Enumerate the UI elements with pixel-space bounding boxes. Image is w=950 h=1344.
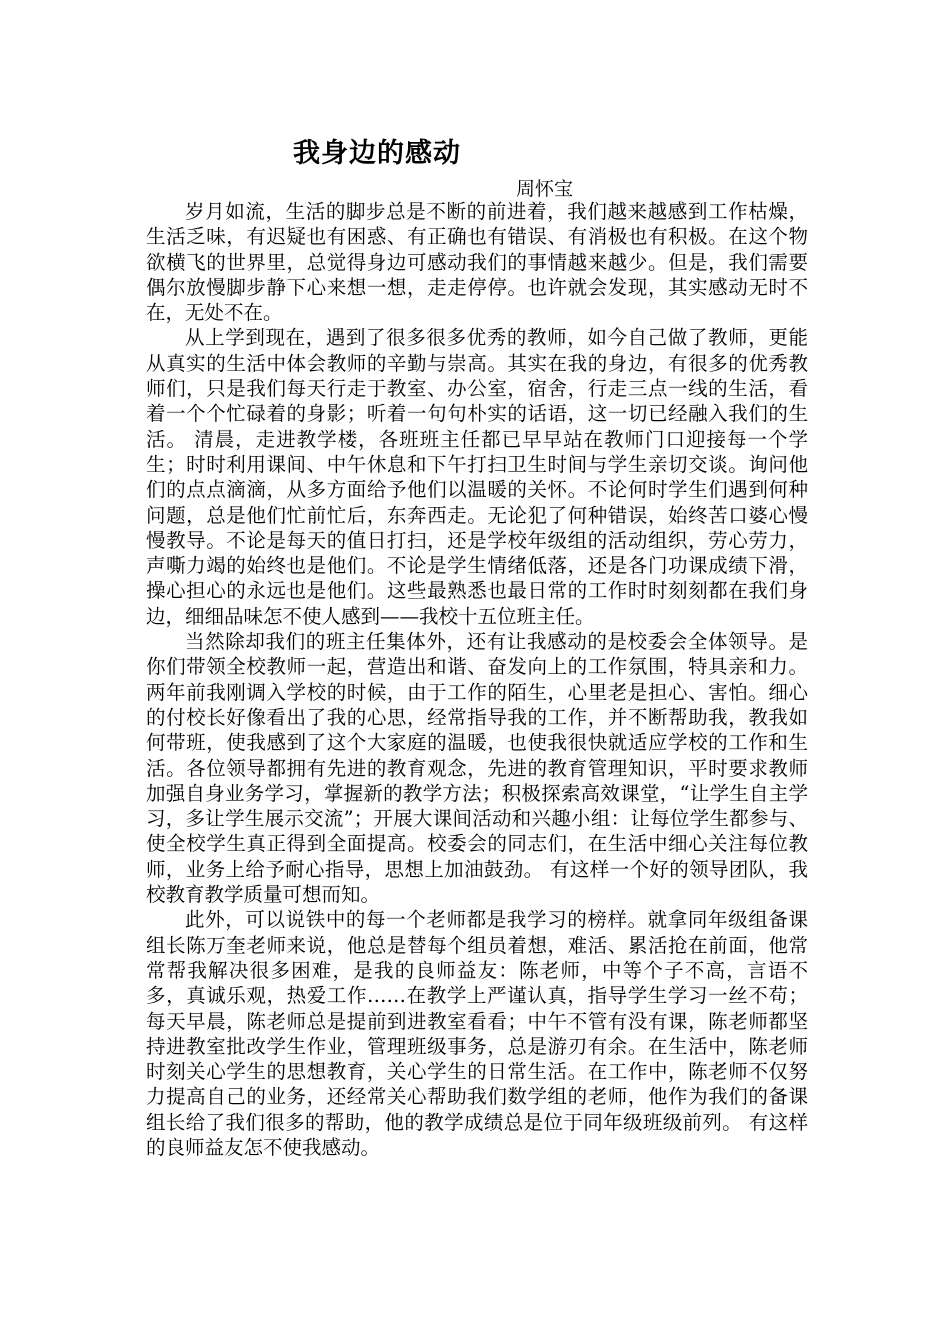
page-title: 我身边的感动 <box>293 138 461 169</box>
paragraph-1: 岁月如流，生活的脚步总是不断的前进着，我们越来越感到工作枯燥，生活乏味，有迟疑也有困惑、有正确也有错误、有消极也有积极。在这个物欲横飞的世界里，总觉得身边可感动我们的事情越来越少。但是，我们需要偶尔放慢脚步静下心来想一想，走走停停。也许就会发现，其实感动无时不在，无处不在。 <box>146 200 808 325</box>
paragraph-2: 从上学到现在，遇到了很多很多优秀的教师，如今自己做了教师，更能从真实的生活中体会教师的辛勤与崇高。其实在我的身边，有很多的优秀教师们，只是我们每天行走于教室、办公室，宿舍，行走三点一线的生活，看着一个个忙碌着的身影；听着一句句朴实的话语，这一切已经融入我们的生活。 清晨，走进教学楼，各班班主任都已早早站在教师门口迎接每一个学生；时时利用课间、中午休息和下午打扫卫生时间与学生亲切交谈。询问他们的点点滴滴，从多方面给予他们以温暖的关怀。不论何时学生们遇到何种问题，总是他们忙前忙后，东奔西走。无论犯了何种错误，始终苦口婆心慢慢教导。不论是每天的值日打扫，还是学校年级组的活动组织，劳心劳力，声嘶力竭的始终也是他们。不论是学生情绪低落，还是各门功课成绩下滑，操心担心的永远也是他们。这些最熟悉也最日常的工作时时刻刻都在我们身边，细细品味怎不使人感到——我校十五位班主任。 <box>146 326 808 628</box>
paragraph-3: 当然除却我们的班主任集体外，还有让我感动的是校委会全体领导。是你们带领全校教师一起，营造出和谐、奋发向上的工作氛围，特具亲和力。两年前我刚调入学校的时候，由于工作的陌生，心里老是担心、害怕。细心的付校长好像看出了我的心思，经常指导我的工作，并不断帮助我，教我如何带班，使我感到了这个大家庭的温暖，也使我很快就适应学校的工作和生活。各位领导都拥有先进的教育观念，先进的教育管理知识，平时要求教师加强自身业务学习，掌握新的教学方法；积极探索高效课堂，“让学生自主学习，多让学生展示交流”；开展大课间活动和兴趣小组：让每位学生都参与、使全校学生真正得到全面提高。校委会的同志们，在生活中细心关注每位教师，业务上给予耐心指导，思想上加油鼓劲。 有这样一个好的领导团队，我校教育教学质量可想而知。 <box>146 630 808 907</box>
author-name: 周怀宝 <box>516 178 574 200</box>
article-body <box>146 199 808 1160</box>
paragraph-4: 此外，可以说铁中的每一个老师都是我学习的榜样。就拿同年级组备课组长陈万奎老师来说，他总是替每个组员着想，难活、累活抢在前面，他常常帮我解决很多困难，是我的良师益友：陈老师，中等个子不高，言语不多，真诚乐观，热爱工作……在教学上严谨认真，指导学生学习一丝不苟； 每天早晨，陈老师总是提前到进教室看看；中午不管有没有课，陈老师都坚持进教室批改学生作业，管理班级事务，总是游刃有余。在生活中，陈老师时刻关心学生的思想教育，关心学生的日常生活。在工作中，陈老师不仅努力提高自己的业务，还经常关心帮助我们数学组的老师，他作为我们的备课组长给了我们很多的帮助，他的教学成绩总是位于同年级班级前列。 有这样的良师益友怎不使我感动。 <box>146 908 808 1159</box>
